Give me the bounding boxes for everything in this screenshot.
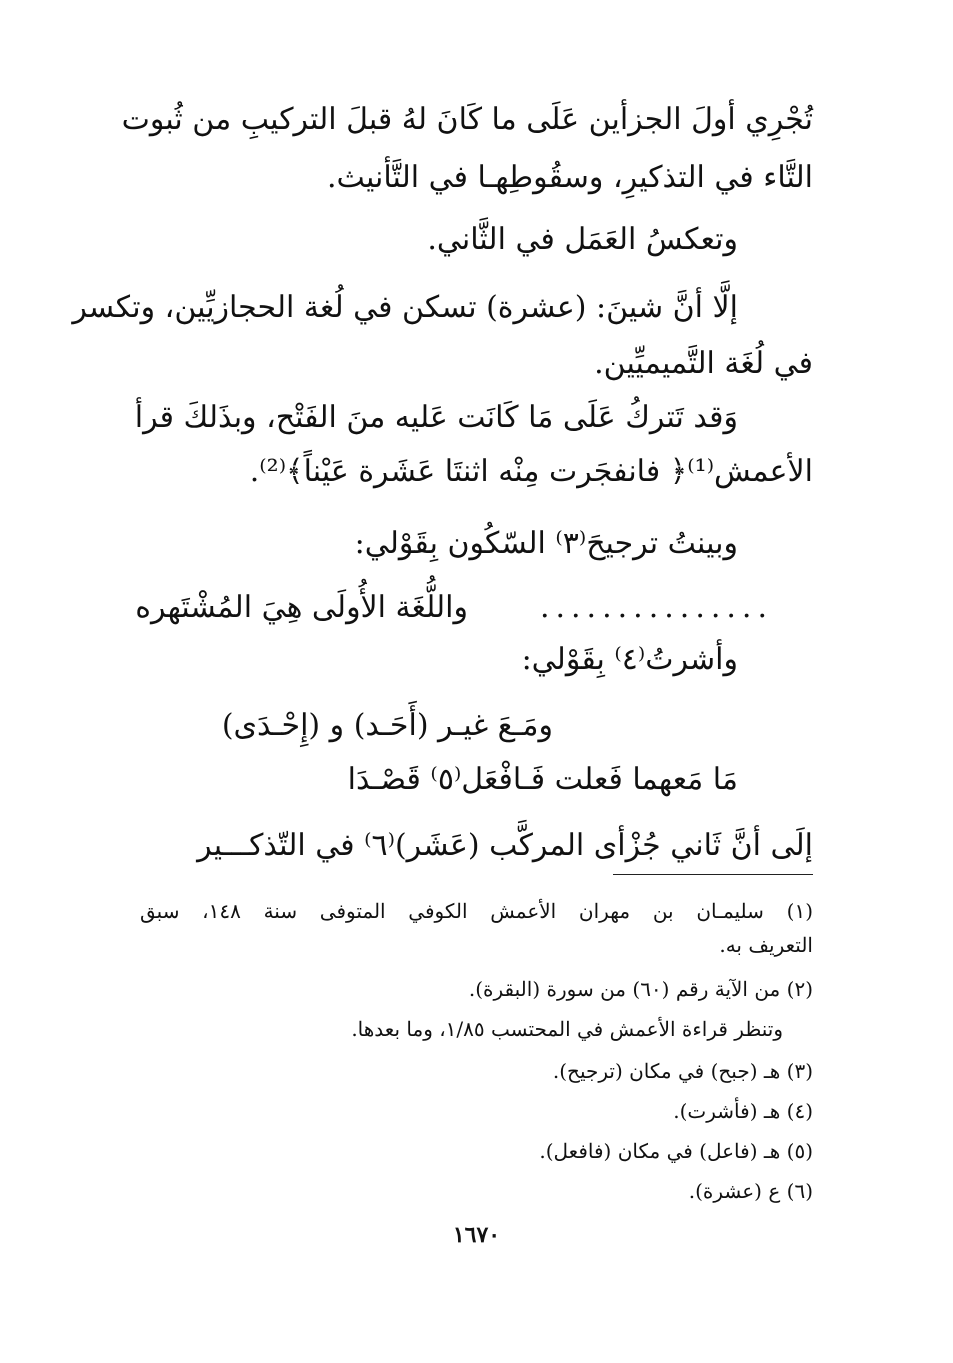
line-bineto: وبينتُ ترجيحَ⁽٣⁾ السّكُون بِقَوْلي: bbox=[354, 526, 738, 561]
verse1-text: واللُّغَة الأُولَى هِيَ المُشْتَهره bbox=[135, 590, 468, 625]
body-line-2: التَّاء في التذكيرِ، وسقُوطِهـا في التَّأنيث. bbox=[327, 160, 813, 195]
verse3: إلَى أنَّ ثَاني جُزْأى المركَّب (عَشَر)⁽٦⁾ في التّذكـــير bbox=[197, 828, 813, 863]
body-line-1: تُجْرِي أولَ الجزأين عَلَى ما كَانَ لهُ قبلَ التركيبِ من ثُبوت bbox=[121, 102, 813, 137]
footnote-4: (٤) هـ (فأشرت). bbox=[673, 1099, 813, 1123]
footnote-6: (٦) ع (عشرة). bbox=[688, 1179, 813, 1203]
footnote-rule bbox=[613, 874, 813, 875]
verse2-line2: مَا مَعهما فَعلت فَـافْعَل⁽٥⁾ قَصْـدَا bbox=[347, 762, 738, 797]
body-line-4: إلَّا أنَّ شينَ: (عشرة) تسكن في لُغة الحجازيِّين، وتكسر bbox=[72, 290, 738, 325]
footnote-2-cont: وتنظر قراءة الأعمش في المحتسب ١/٨٥، وما بعدها. bbox=[351, 1017, 783, 1041]
footnote-1-cont: التعريف به. bbox=[719, 933, 813, 957]
body-line-7: الأعمش⁽¹⁾﴿ فانفجَرت مِنْه اثنتَا عَشَرة عَيْناً﴾⁽²⁾. bbox=[249, 454, 813, 489]
body-line-5: في لُغَة التَّميميِّين. bbox=[594, 346, 813, 381]
footnote-3: (٣) هـ (جبح) في مكان (ترجيح). bbox=[552, 1059, 813, 1083]
line-ashart: وأشرتُ⁽٤⁾ بِقَوْلي: bbox=[521, 642, 738, 677]
verse1-dots: ............... bbox=[539, 590, 773, 625]
footnote-5: (٥) هـ (فاعل) في مكان (فافعل). bbox=[539, 1139, 813, 1163]
body-line-6: وَقد تَتركُ عَلَى مَا كَانَت عَليه منَ الفَتْح، وبذَلكَ قرأ bbox=[134, 400, 738, 435]
verse2-line1: ومَـعَ غيـر (أَحَـد) و (إِحْـدَى) bbox=[221, 708, 553, 743]
footnote-1: (١) سليمـان بن مهران الأعمش الكوفي المتوفى سنة ١٤٨، سبق bbox=[140, 899, 813, 923]
footnote-2: (٢) من الآية رقم (٦٠) من سورة (البقرة). bbox=[468, 977, 813, 1001]
page-number: ١٦٧٠ bbox=[452, 1222, 501, 1248]
body-line-3: وتعكسُ العَمَل في الثَّاني. bbox=[427, 222, 738, 257]
